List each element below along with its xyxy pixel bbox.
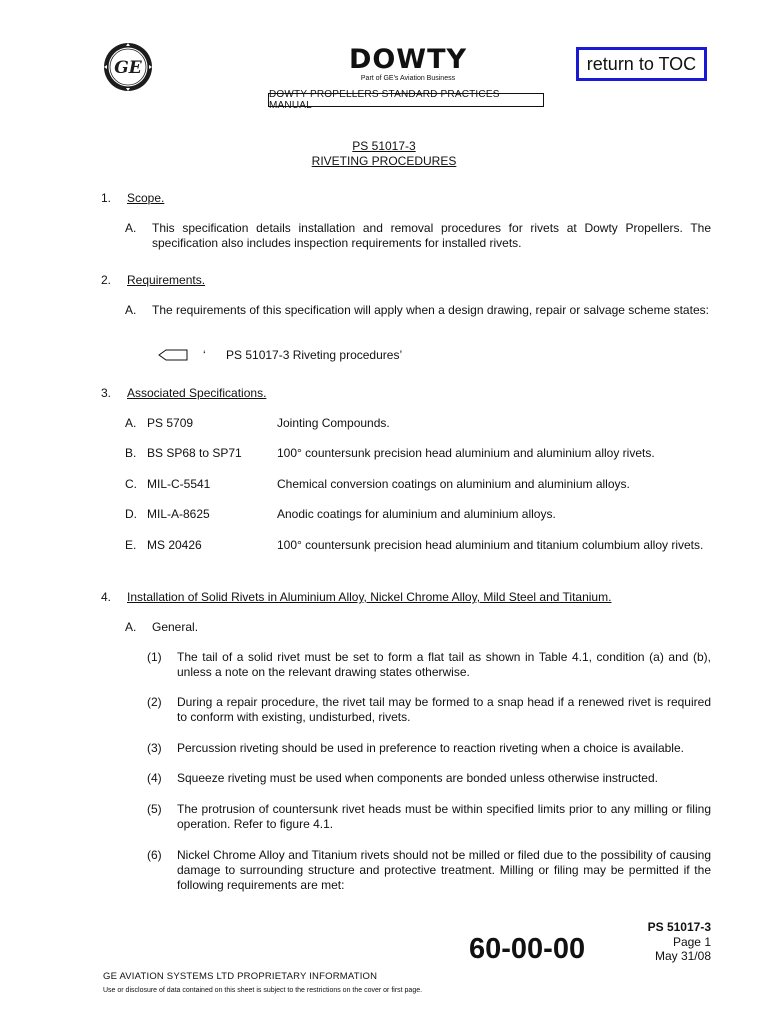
spec-item-letter: A. — [125, 416, 137, 430]
spec-item-letter: C. — [125, 477, 137, 491]
section-3-number: 3. — [101, 386, 112, 400]
spec-title-heading — [0, 154, 768, 168]
spec-item-desc: Anodic coatings for aluminium and aluminium alloys. — [277, 507, 556, 521]
disclosure-notice: Use or disclosure of data contained on this sheet is subject to the restrictions on the cover or first page. — [103, 987, 423, 994]
section-4a-title: General. — [152, 620, 199, 634]
general-item-number: (6) — [147, 848, 162, 862]
section-2a-text: The requirements of this specification will apply when a design drawing, repair or salvage scheme states: — [152, 303, 709, 317]
page-number: Page 1 — [672, 935, 711, 949]
section-1a-letter: A. — [125, 221, 137, 235]
general-item-number: (4) — [147, 771, 162, 785]
return-to-toc-link[interactable]: return to TOC — [576, 47, 707, 81]
section-1a-text: This specification details installation and removal procedures for rivets at Dowty Propellers. The specification also includes inspection requirements for installed rivets. — [152, 221, 711, 250]
spec-item-code: MIL-A-8625 — [147, 507, 210, 521]
spec-item-code: BS SP68 to SP71 — [147, 446, 242, 460]
ge-logo-text: GE — [114, 58, 142, 78]
spec-item-letter: B. — [125, 446, 137, 460]
section-3-title: Associated Specifications. — [127, 386, 267, 400]
quoted-requirement: PS 51017-3 Riveting procedures’ — [226, 348, 403, 362]
section-4-title: Installation of Solid Rivets in Aluminium Alloy, Nickel Chrome Alloy, Mild Steel and Titanium. — [127, 590, 612, 604]
general-item-text: Nickel Chrome Alloy and Titanium rivets should not be milled or filed due to the possibility of causing damage to surrounding structure and protective treatment. Milling or filing may be permitted if the following requirements are met: — [177, 848, 711, 892]
section-2a-letter: A. — [125, 303, 137, 317]
chapter-number: 60-00-00 — [469, 933, 586, 965]
spec-item-letter: E. — [125, 538, 137, 552]
general-item-text: Percussion riveting should be used in preference to reaction riveting when a choice is available. — [177, 741, 684, 755]
general-item-number: (2) — [147, 695, 162, 709]
spec-item-letter: D. — [125, 507, 137, 521]
revision-date: May 31/08 — [654, 949, 711, 963]
spec-item-desc: Jointing Compounds. — [277, 416, 390, 430]
spec-item-desc: 100° countersunk precision head aluminium and titanium columbium alloy rivets. — [277, 538, 704, 552]
general-item-number: (1) — [147, 650, 162, 664]
spec-item-code: PS 5709 — [147, 416, 194, 430]
manual-title: DOWTY PROPELLERS STANDARD PRACTICES MANUAL — [268, 93, 544, 107]
spec-title-text: RIVETING PROCEDURES — [311, 154, 457, 168]
section-1-number: 1. — [101, 191, 112, 205]
footer-spec-number: PS 51017-3 — [647, 920, 711, 934]
spec-item-code: MS 20426 — [147, 538, 202, 552]
general-item-number: (5) — [147, 802, 162, 816]
section-2-number: 2. — [101, 273, 112, 287]
general-item-text: During a repair procedure, the rivet tail may be formed to a snap head if a renewed rivet is required to conform with existing, undisturbed, rivets. — [177, 695, 711, 724]
section-1-title: Scope. — [127, 191, 165, 205]
quote-open-mark: ‘ — [203, 348, 206, 362]
section-4a-letter: A. — [125, 620, 137, 634]
spec-number-text: PS 51017-3 — [352, 139, 416, 153]
dowty-logo — [342, 46, 474, 82]
proprietary-notice: GE AVIATION SYSTEMS LTD PROPRIETARY INFORMATION — [103, 971, 378, 982]
spec-item-desc: 100° countersunk precision head aluminium and aluminium alloy rivets. — [277, 446, 655, 460]
general-item-number: (3) — [147, 741, 162, 755]
general-item-text: The tail of a solid rivet must be set to form a flat tail as shown in Table 4.1, condition (a) and (b), unless a note on the relevant drawing states otherwise. — [177, 650, 711, 679]
section-4-number: 4. — [101, 590, 112, 604]
spec-item-desc: Chemical conversion coatings on aluminium and aluminium alloys. — [277, 477, 630, 491]
dowty-wordmark: DOWTY — [348, 44, 468, 75]
spec-item-code: MIL-C-5541 — [147, 477, 211, 491]
spec-number-heading — [0, 139, 768, 153]
section-2-title: Requirements. — [127, 273, 206, 287]
ge-logo — [103, 42, 153, 92]
pointer-arrow-icon — [158, 349, 188, 361]
dowty-tagline: Part of GE's Aviation Business — [360, 75, 456, 82]
general-item-text: The protrusion of countersunk rivet heads must be within specified limits prior to any milling or filing operation. Refer to figure 4.1. — [177, 802, 711, 831]
general-item-text: Squeeze riveting must be used when components are bonded unless otherwise instructed. — [177, 771, 658, 785]
